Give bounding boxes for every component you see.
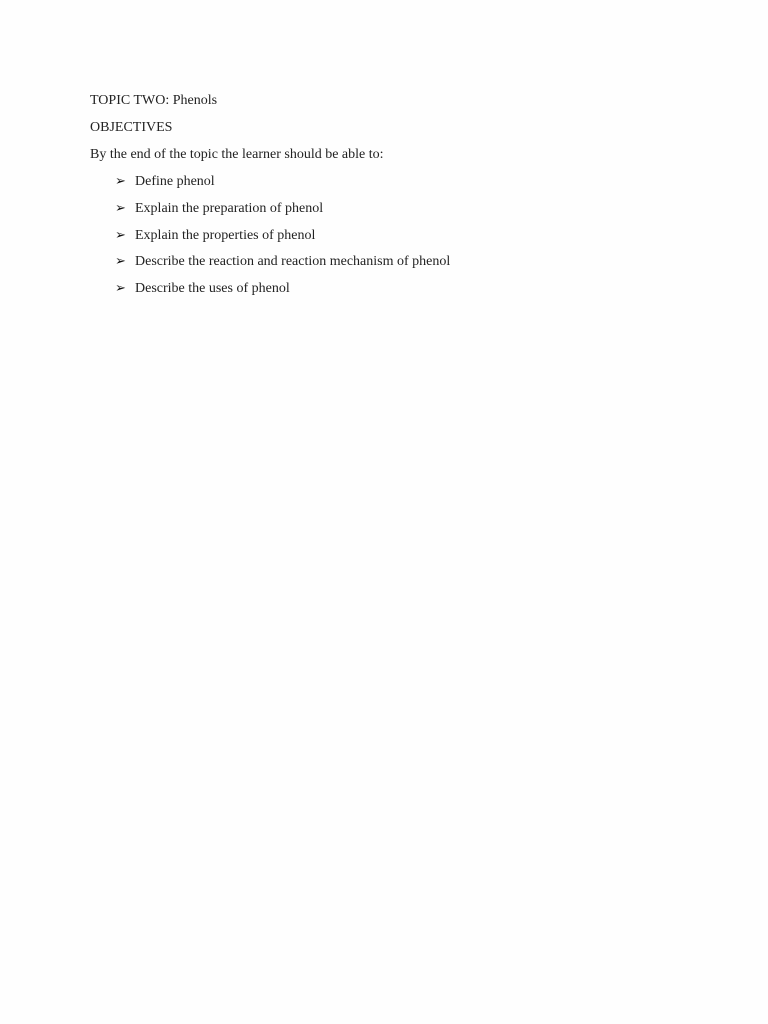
objective-text: Describe the reaction and reaction mechanism of phenol	[135, 254, 451, 270]
objectives-heading: OBJECTIVES	[90, 120, 173, 135]
objective-text: Explain the properties of phenol	[135, 227, 316, 243]
objective-text: Define phenol	[135, 174, 215, 189]
topic-separator: :	[165, 93, 170, 108]
objectives-intro: By the end of the topic the learner should be able to:	[90, 147, 384, 162]
arrow-bullet-icon: ➢	[115, 200, 126, 216]
list-item	[115, 253, 450, 280]
arrow-bullet-icon: ➢	[115, 227, 126, 243]
topic-title: Phenols	[169, 93, 218, 108]
list-item	[115, 280, 450, 307]
arrow-bullet-icon: ➢	[115, 281, 126, 296]
list-item	[115, 227, 450, 254]
arrow-bullet-icon: ➢	[115, 174, 126, 189]
objective-text: Describe the uses of phenol	[135, 281, 290, 296]
list-item	[115, 173, 450, 200]
topic-label: TOPIC TWO	[90, 93, 166, 108]
list-item	[115, 200, 450, 227]
objectives-list	[115, 173, 450, 307]
topic-heading	[90, 92, 217, 110]
objective-text: Explain the preparation of phenol	[135, 200, 324, 216]
arrow-bullet-icon: ➢	[115, 254, 126, 270]
